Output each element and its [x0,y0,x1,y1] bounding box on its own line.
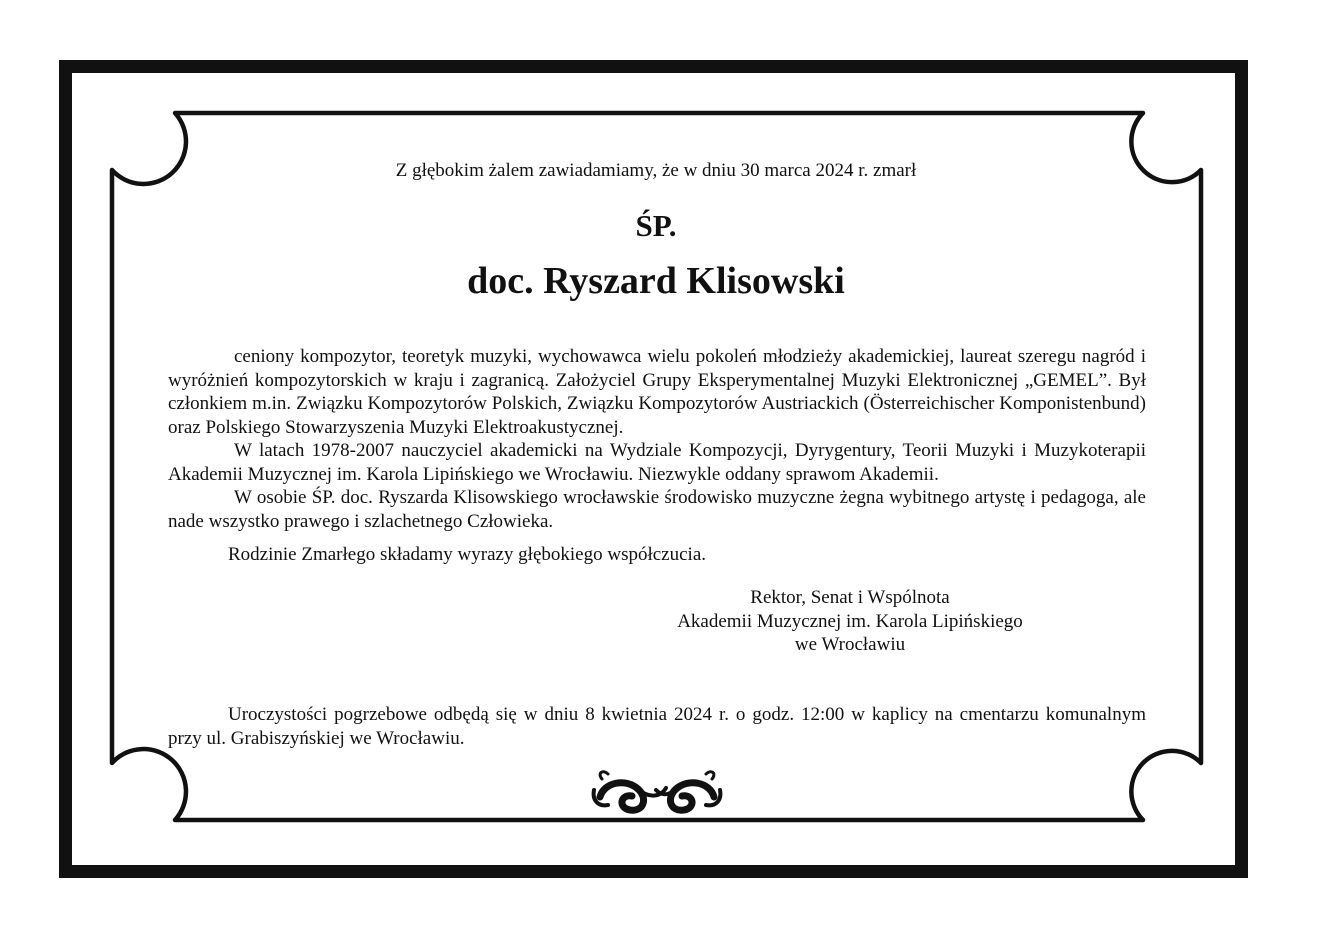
paragraph-farewell: W osobie ŚP. doc. Ryszarda Klisowskiego wrocławskie środowisko muzyczne żegna wybitnego artystę i pedagoga, ale nade wszystko prawego i szlachetnego Człowieka. [168,487,1146,532]
paragraph-biography: ceniony kompozytor, teoretyk muzyki, wychowawca wielu pokoleń młodzieży akademickiej, laureat szeregu nagród i wyróżnień kompozytorskich w kraju i zagranicą. Założyciel Grupy Eksperymentalnej Muzyki Elektronicznej „GEMEL”. Był członkiem m.in. Związku Kompozytorów Polskich, Związku Kompozytorów Austriackich (Österreichischer Komponistenbund) oraz Polskiego Stowarzyszenia Muzyki Elektroakustycznej. [168,346,1146,438]
signature-line-2: Akademii Muzycznej im. Karola Lipińskiego [677,610,1023,632]
deceased-name: doc. Ryszard Klisowski [467,260,845,302]
condolence-line: Rodzinie Zmarłego składamy wyrazy głębokiego współczucia. [228,544,707,565]
signature-line-1: Rektor, Senat i Wspólnota [750,587,950,608]
intro-line: Z głębokim żalem zawiadamiamy, że w dniu 30 marca 2024 r. zmarł [395,160,917,181]
funeral-info: Uroczystości pogrzebowe odbędą się w dniu 8 kwietnia 2024 r. o godz. 12:00 w kaplicy na cmentarzu komunalnym przy ul. Grabiszyńskiej we Wrocławiu. [168,704,1146,749]
obituary-body [168,345,1146,533]
scroll-ornament-icon [594,772,721,810]
signature-block [600,586,1100,657]
signature-line-3: we Wrocławiu [794,634,906,655]
paragraph-teaching: W latach 1978-2007 nauczyciel akademicki na Wydziale Kompozycji, Dyrygentury, Teorii Muzyki i Muzykoterapii Akademii Muzycznej im. Karola Lipińskiego we Wrocławiu. Niezwykle oddany sprawom Akademii. [168,440,1146,485]
honorific: ŚP. [635,208,677,243]
